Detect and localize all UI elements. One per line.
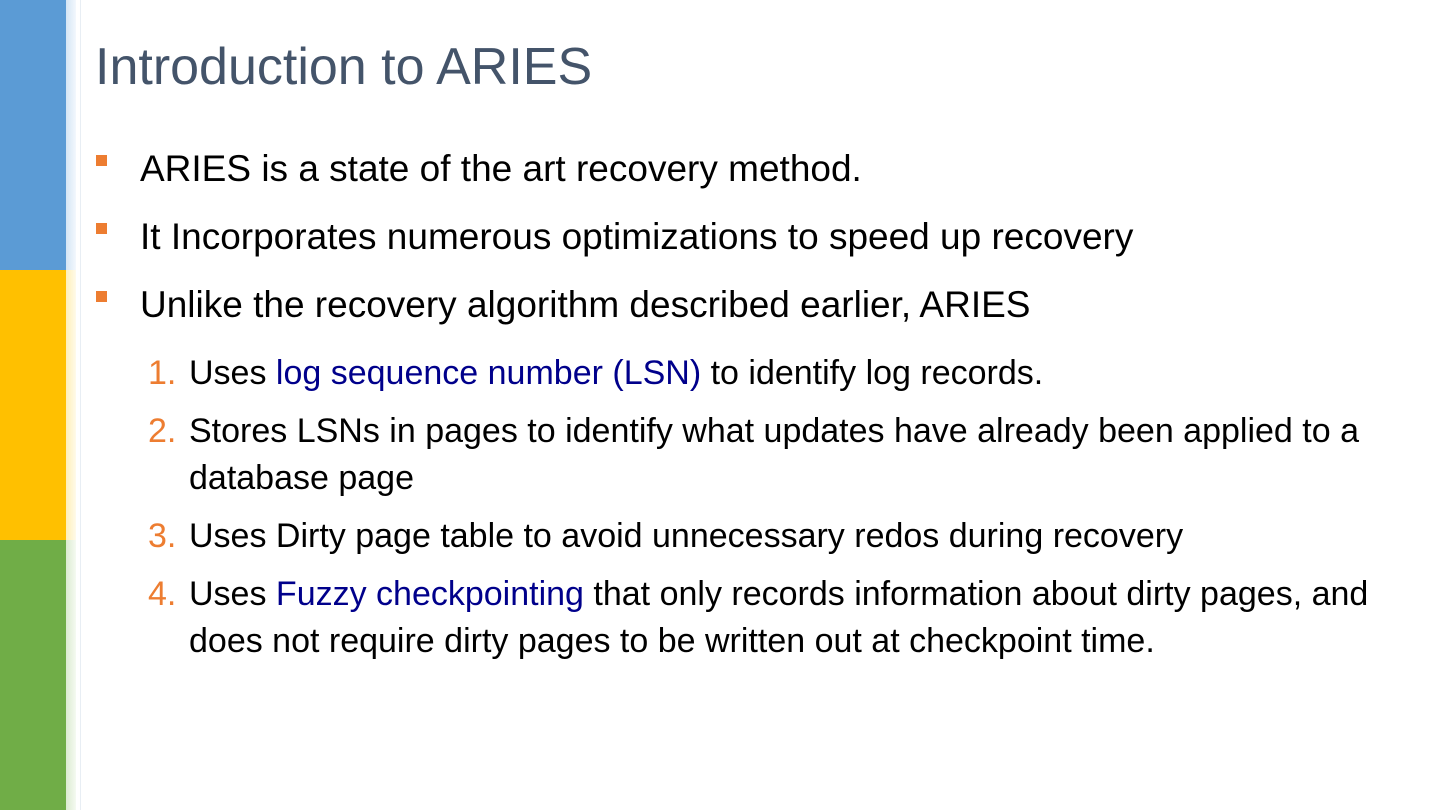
bullet-text: ARIES is a state of the art recovery method.: [140, 148, 862, 189]
sidebar-band-blue: [0, 0, 66, 270]
item-text-post: that only records information about dirty pages, and does not require dirty pages to be written out at checkpoint time.: [189, 575, 1369, 660]
item-text-post: to identify log records.: [701, 354, 1044, 392]
item-text: Stores LSNs in pages to identify what updates have already been applied to a database page: [189, 412, 1359, 497]
sidebar-band-yellow: [0, 270, 66, 540]
bullet-text: Unlike the recovery algorithm described earlier, ARIES: [140, 284, 1031, 325]
item-number: 1.: [148, 354, 177, 392]
item-text-pre: Uses: [189, 354, 276, 392]
square-bullet-icon: [96, 155, 107, 166]
numbered-item: [148, 513, 1418, 560]
slide-title: Introduction to ARIES: [95, 38, 593, 96]
highlighted-term: log sequence number (LSN): [275, 354, 702, 392]
sidebar-stripe-yellow: [66, 270, 76, 540]
item-text: Uses Dirty page table to avoid unnecessary redos during recovery: [189, 517, 1184, 555]
item-number: 3.: [148, 517, 177, 555]
sidebar-stripe-green: [66, 540, 76, 810]
bullet-item: [96, 213, 1416, 261]
sidebar-band-green: [0, 540, 66, 810]
bullet-item: [96, 145, 1416, 193]
sidebar-decoration: [0, 0, 82, 810]
highlighted-term: Fuzzy checkpointing: [275, 575, 584, 613]
bullet-list: [96, 145, 1416, 349]
sidebar-edge-line: [80, 0, 81, 810]
bullet-text: It Incorporates numerous optimizations to speed up recovery: [140, 216, 1134, 257]
numbered-item: [148, 408, 1418, 502]
sidebar-stripe-blue: [66, 0, 76, 270]
item-text-pre: Uses: [189, 575, 276, 613]
numbered-item: [148, 350, 1418, 397]
bullet-item: [96, 281, 1416, 329]
item-number: 4.: [148, 575, 177, 613]
numbered-item: [148, 571, 1418, 665]
square-bullet-icon: [96, 223, 107, 234]
numbered-list: [148, 350, 1418, 676]
square-bullet-icon: [96, 291, 107, 302]
item-number: 2.: [148, 412, 177, 450]
